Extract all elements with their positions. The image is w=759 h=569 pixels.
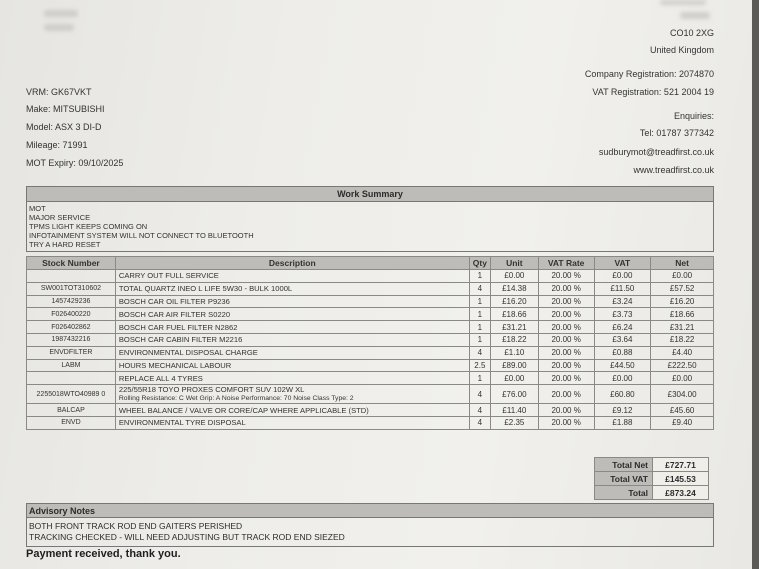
- vat-cell: [594, 321, 651, 334]
- table-row: [27, 404, 714, 417]
- redacted-text: [44, 24, 74, 31]
- stock-number-cell: [27, 404, 116, 417]
- vat-cell-text: £3.24: [612, 296, 633, 306]
- company-registration: Company Registration: 2074870: [584, 69, 714, 79]
- description-cell-text: BOSCH CAR AIR FILTER S0220: [118, 309, 231, 319]
- net-cell-text: £304.00: [667, 389, 697, 399]
- vat-cell-text: £44.50: [610, 360, 635, 370]
- table-row: [27, 333, 714, 346]
- company-postcode: CO10 2XG: [669, 28, 714, 38]
- column-header: Net: [651, 257, 714, 270]
- vat-cell: [594, 404, 651, 417]
- qty-cell-text: 4: [477, 418, 483, 428]
- description-cell-text: WHEEL BALANCE / VALVE OR CORE/CAP WHERE APPLICABLE (STD): [118, 405, 369, 415]
- vat-cell: [594, 416, 651, 429]
- advisory-line: BOTH FRONT TRACK ROD END GAITERS PERISHED: [29, 521, 243, 531]
- vat-cell-text: £1.88: [612, 418, 633, 428]
- vat-rate-cell-text: 20.00 %: [551, 309, 581, 319]
- vat-rate-cell: [538, 385, 594, 404]
- work-summary-line: INFOTAINMENT SYSTEM WILL NOT CONNECT TO BLUETOOTH: [29, 231, 254, 240]
- unit-price-cell: [490, 321, 538, 334]
- description-cell: [115, 346, 469, 359]
- qty-cell: [469, 372, 490, 385]
- qty-cell: [469, 416, 490, 429]
- description-cell: [115, 282, 469, 295]
- work-summary-title: Work Summary: [27, 187, 713, 202]
- company-website: www.treadfirst.co.uk: [633, 165, 714, 175]
- unit-price-cell-text: £89.00: [502, 360, 527, 370]
- vat-rate-cell-text: 20.00 %: [551, 271, 581, 281]
- description-cell-text: ENVIRONMENTAL TYRE DISPOSAL: [118, 418, 246, 428]
- items-table-body: [27, 270, 714, 430]
- work-summary-box: [26, 186, 714, 252]
- description-cell: [115, 295, 469, 308]
- stock-number-cell-text: F026402862: [51, 323, 91, 331]
- unit-price-cell-text: £0.00: [504, 373, 525, 383]
- vat-cell: [594, 333, 651, 346]
- tyre-spec-text: Rolling Resistance: C Wet Grip: A Noise Performance: 70 Noise Class Type: 2: [118, 395, 354, 403]
- description-cell: [115, 404, 469, 417]
- qty-cell: [469, 308, 490, 321]
- work-summary-line: MOT: [29, 204, 46, 213]
- qty-cell-text: 1: [477, 271, 483, 281]
- vat-cell: [594, 385, 651, 404]
- net-cell: [651, 295, 714, 308]
- vat-rate-cell: [538, 359, 594, 372]
- items-table: [26, 256, 714, 430]
- work-summary-line: MAJOR SERVICE: [29, 213, 91, 222]
- description-cell-text: ENVIRONMENTAL DISPOSAL CHARGE: [118, 348, 258, 358]
- table-row: [27, 282, 714, 295]
- vat-cell-text: £0.00: [612, 271, 633, 281]
- net-cell: [651, 308, 714, 321]
- vat-rate-cell: [538, 333, 594, 346]
- vat-rate-cell-text: 20.00 %: [551, 335, 581, 345]
- net-cell-text: £0.00: [672, 373, 693, 383]
- vat-cell-text: £0.00: [612, 373, 633, 383]
- description-cell-text: BOSCH CAR OIL FILTER P9236: [118, 296, 230, 306]
- qty-cell-text: 1: [477, 335, 483, 345]
- stock-number-cell-text: F026400220: [51, 310, 91, 318]
- vat-rate-cell: [538, 321, 594, 334]
- total-vat-row: [595, 472, 709, 486]
- table-row: [27, 308, 714, 321]
- net-cell-text: £9.40: [672, 418, 693, 428]
- vat-cell-text: £6.24: [612, 322, 633, 332]
- work-summary-body: [27, 202, 713, 251]
- table-row: [27, 270, 714, 283]
- net-cell-text: £45.60: [669, 405, 695, 415]
- vehicle-vrm: VRM: GK67VKT: [26, 87, 92, 97]
- advisory-line: TRACKING CHECKED - WILL NEED ADJUSTING BUT TRACK ROD END SIEZED: [29, 532, 345, 542]
- advisory-notes-body: [27, 518, 713, 546]
- net-cell-text: £0.00: [672, 271, 693, 281]
- unit-price-cell: [490, 416, 538, 429]
- stock-number-cell-text: ENVD: [61, 419, 81, 427]
- net-cell: [651, 333, 714, 346]
- total-net-value: £727.71: [653, 458, 709, 472]
- vat-rate-cell: [538, 404, 594, 417]
- qty-cell-text: 1: [477, 373, 483, 383]
- table-row: [27, 346, 714, 359]
- unit-price-cell-text: £31.21: [502, 322, 527, 332]
- vat-cell-text: £60.80: [610, 389, 635, 399]
- stock-number-cell: [27, 372, 116, 385]
- vat-rate-cell-text: 20.00 %: [551, 418, 581, 428]
- vat-rate-cell: [538, 270, 594, 283]
- stock-number-cell-text: 1987432216: [51, 336, 91, 344]
- redacted-text: [660, 0, 706, 5]
- column-header: Unit: [490, 257, 538, 270]
- qty-cell-text: 1: [477, 296, 483, 306]
- description-cell-text: REPLACE ALL 4 TYRES: [118, 373, 203, 383]
- net-cell-text: £57.52: [669, 284, 695, 294]
- vat-rate-cell: [538, 416, 594, 429]
- qty-cell: [469, 359, 490, 372]
- advisory-notes-box: [26, 503, 714, 547]
- work-summary-line: TPMS LIGHT KEEPS COMING ON: [29, 222, 148, 231]
- unit-price-cell: [490, 385, 538, 404]
- net-cell-text: £222.50: [667, 360, 697, 370]
- description-cell-text: TOTAL QUARTZ INEO L LIFE 5W30 - BULK 1000L: [118, 284, 293, 294]
- unit-price-cell: [490, 333, 538, 346]
- description-cell-text: 225/55R18 TOYO PROXES COMFORT SUV 102W XL: [118, 385, 305, 395]
- qty-cell: [469, 321, 490, 334]
- company-country: United Kingdom: [649, 45, 714, 55]
- net-cell: [651, 404, 714, 417]
- vat-rate-cell-text: 20.00 %: [551, 322, 581, 332]
- unit-price-cell-text: £11.40: [502, 405, 527, 415]
- qty-cell: [469, 346, 490, 359]
- total-net-row: [595, 458, 709, 472]
- work-summary-line: TRY A HARD RESET: [29, 240, 101, 249]
- qty-cell-text: 1: [477, 309, 483, 319]
- stock-number-cell: [27, 270, 116, 283]
- description-cell: [115, 416, 469, 429]
- unit-price-cell: [490, 270, 538, 283]
- column-header: VAT Rate: [538, 257, 594, 270]
- vat-cell-text: £11.50: [610, 284, 635, 294]
- qty-cell-text: 4: [477, 389, 483, 399]
- vat-cell-text: £3.73: [612, 309, 633, 319]
- table-row: [27, 416, 714, 429]
- description-cell-text: HOURS MECHANICAL LABOUR: [118, 360, 232, 370]
- table-row: [27, 385, 714, 404]
- enquiries-label: Enquiries:: [673, 111, 714, 121]
- redacted-text: [680, 12, 710, 19]
- stock-number-cell-text: BALCAP: [57, 406, 85, 414]
- vat-registration: VAT Registration: 521 2004 19: [592, 87, 714, 97]
- unit-price-cell-text: £14.38: [502, 284, 527, 294]
- description-cell-text: CARRY OUT FULL SERVICE: [118, 271, 219, 281]
- stock-number-cell: [27, 416, 116, 429]
- vat-cell: [594, 372, 651, 385]
- table-row: [27, 321, 714, 334]
- company-email: sudburymot@treadfirst.co.uk: [598, 147, 714, 157]
- unit-price-cell: [490, 282, 538, 295]
- unit-price-cell: [490, 359, 538, 372]
- qty-cell: [469, 295, 490, 308]
- unit-price-cell-text: £76.00: [502, 389, 527, 399]
- payment-received-text: Payment received, thank you.: [26, 548, 181, 560]
- total-row: [595, 486, 709, 500]
- unit-price-cell-text: £18.66: [502, 309, 527, 319]
- vehicle-make: Make: MITSUBISHI: [26, 104, 105, 114]
- redacted-text: [44, 10, 78, 17]
- unit-price-cell-text: £1.10: [504, 348, 525, 358]
- net-cell: [651, 416, 714, 429]
- description-cell: [115, 372, 469, 385]
- net-cell: [651, 270, 714, 283]
- description-cell: [115, 270, 469, 283]
- stock-number-cell: [27, 359, 116, 372]
- description-cell: [115, 321, 469, 334]
- stock-number-cell: [27, 385, 116, 404]
- unit-price-cell: [490, 372, 538, 385]
- total-label: Total: [595, 486, 653, 500]
- vat-cell-text: £0.88: [612, 348, 633, 358]
- description-cell-text: BOSCH CAR CABIN FILTER M2216: [118, 335, 243, 345]
- stock-number-cell: [27, 321, 116, 334]
- qty-cell: [469, 270, 490, 283]
- vat-rate-cell-text: 20.00 %: [551, 373, 581, 383]
- vat-cell: [594, 346, 651, 359]
- column-header: Qty: [469, 257, 490, 270]
- net-cell: [651, 321, 714, 334]
- vat-cell: [594, 282, 651, 295]
- vehicle-mileage: Mileage: 71991: [26, 140, 88, 150]
- description-cell-text: BOSCH CAR FUEL FILTER N2862: [118, 322, 238, 332]
- qty-cell: [469, 404, 490, 417]
- net-cell: [651, 385, 714, 404]
- table-header-row: [27, 257, 714, 270]
- vat-cell: [594, 295, 651, 308]
- unit-price-cell: [490, 295, 538, 308]
- qty-cell-text: 4: [477, 284, 483, 294]
- unit-price-cell-text: £18.22: [502, 335, 527, 345]
- company-tel: Tel: 01787 377342: [639, 128, 714, 138]
- vat-rate-cell-text: 20.00 %: [551, 348, 581, 358]
- vat-rate-cell: [538, 295, 594, 308]
- stock-number-cell: [27, 282, 116, 295]
- unit-price-cell: [490, 346, 538, 359]
- table-row: [27, 372, 714, 385]
- unit-price-cell: [490, 404, 538, 417]
- stock-number-cell: [27, 333, 116, 346]
- stock-number-cell-text: ENVDFILTER: [49, 349, 93, 357]
- qty-cell: [469, 282, 490, 295]
- vat-rate-cell: [538, 308, 594, 321]
- qty-cell-text: 4: [477, 348, 483, 358]
- vat-rate-cell-text: 20.00 %: [551, 296, 581, 306]
- stock-number-cell: [27, 346, 116, 359]
- vehicle-model: Model: ASX 3 DI-D: [26, 122, 102, 132]
- totals-table: [594, 457, 709, 500]
- qty-cell-text: 1: [477, 322, 483, 332]
- stock-number-cell: [27, 308, 116, 321]
- unit-price-cell-text: £2.35: [504, 418, 525, 428]
- net-cell-text: £18.22: [669, 335, 695, 345]
- net-cell: [651, 359, 714, 372]
- description-cell: [115, 308, 469, 321]
- column-header: Stock Number: [27, 257, 116, 270]
- vat-rate-cell-text: 20.00 %: [551, 360, 581, 370]
- description-cell: [115, 359, 469, 372]
- table-row: [27, 359, 714, 372]
- description-cell: [115, 385, 469, 404]
- total-vat-value: £145.53: [653, 472, 709, 486]
- table-row: [27, 295, 714, 308]
- vat-rate-cell: [538, 346, 594, 359]
- column-header: VAT: [594, 257, 651, 270]
- stock-number-cell-text: LABM: [61, 361, 81, 369]
- vehicle-mot-expiry: MOT Expiry: 09/10/2025: [26, 158, 124, 168]
- vat-rate-cell: [538, 372, 594, 385]
- vat-cell: [594, 359, 651, 372]
- advisory-notes-title: Advisory Notes: [27, 504, 713, 518]
- vat-cell-text: £3.64: [612, 335, 633, 345]
- description-cell: [115, 333, 469, 346]
- net-cell: [651, 372, 714, 385]
- net-cell: [651, 346, 714, 359]
- net-cell-text: £16.20: [669, 296, 695, 306]
- total-net-label: Total Net: [595, 458, 653, 472]
- net-cell-text: £31.21: [669, 322, 695, 332]
- unit-price-cell: [490, 308, 538, 321]
- stock-number-cell: [27, 295, 116, 308]
- vat-rate-cell-text: 20.00 %: [551, 405, 581, 415]
- vat-cell-text: £9.12: [612, 405, 633, 415]
- stock-number-cell-text: SW001TOT310602: [40, 285, 102, 293]
- unit-price-cell-text: £16.20: [502, 296, 527, 306]
- qty-cell: [469, 385, 490, 404]
- stock-number-cell-text: 1457429236: [51, 297, 91, 305]
- qty-cell-text: 2.5: [474, 360, 486, 370]
- qty-cell-text: 4: [477, 405, 483, 415]
- vat-rate-cell-text: 20.00 %: [551, 284, 581, 294]
- column-header: Description: [115, 257, 469, 270]
- unit-price-cell-text: £0.00: [504, 271, 525, 281]
- vat-cell: [594, 308, 651, 321]
- net-cell-text: £18.66: [669, 309, 695, 319]
- total-vat-label: Total VAT: [595, 472, 653, 486]
- vat-rate-cell: [538, 282, 594, 295]
- vat-cell: [594, 270, 651, 283]
- total-value: £873.24: [653, 486, 709, 500]
- net-cell: [651, 282, 714, 295]
- stock-number-cell-text: 2255018WTO40989 0: [36, 390, 106, 398]
- qty-cell: [469, 333, 490, 346]
- vat-rate-cell-text: 20.00 %: [551, 389, 581, 399]
- net-cell-text: £4.40: [672, 348, 693, 358]
